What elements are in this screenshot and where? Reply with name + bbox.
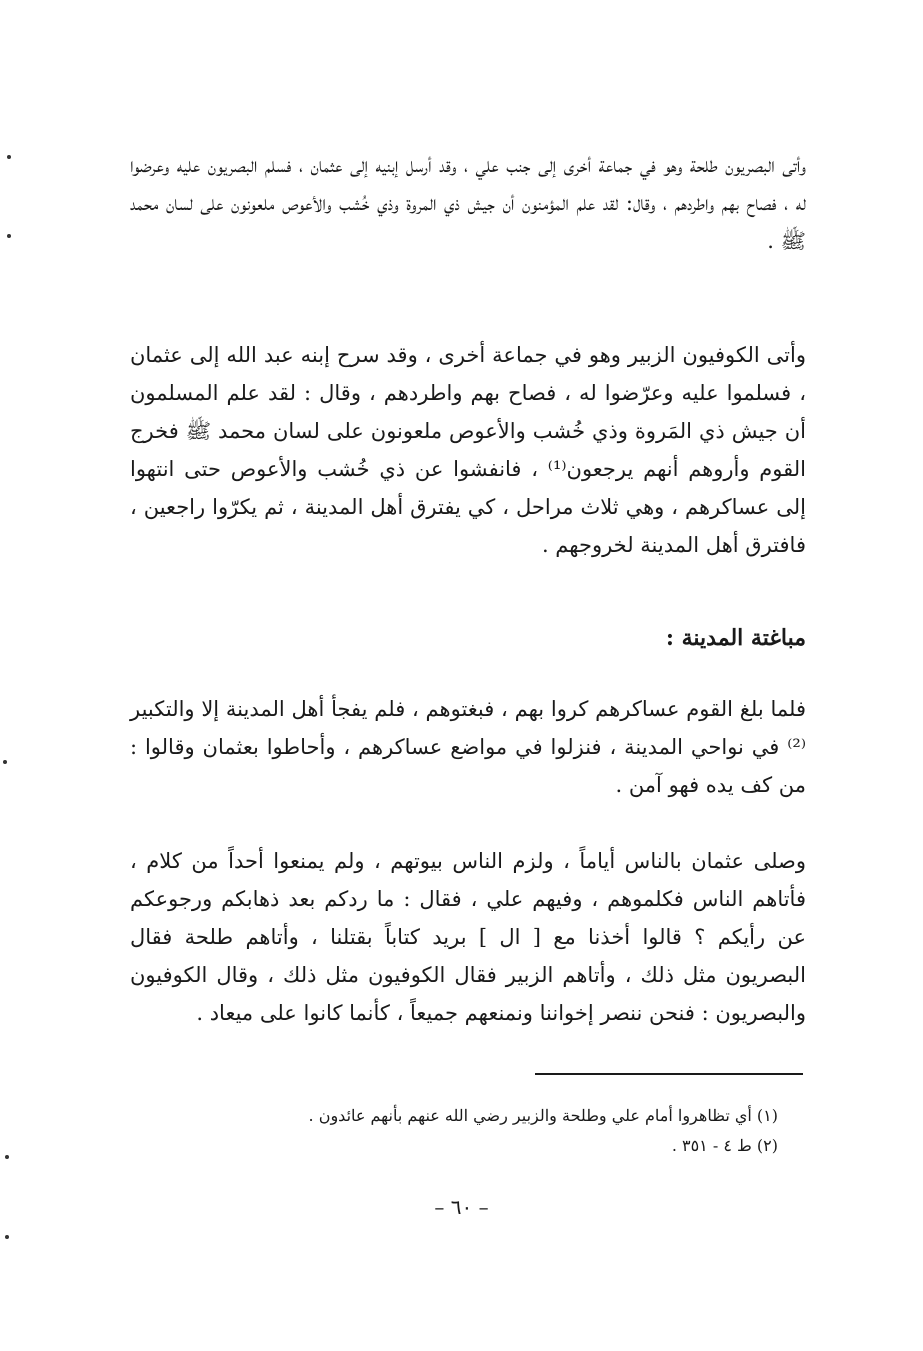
paragraph-talha: وأتى البصريون طلحة وهو في جماعة أخرى إلى جنب علي ، وقد أرسل إبنيه إلى عثمان ، فسلم البصريون عليه وعرضوا له ، فصاح بهم واطردهم ، وقال: لقد علم المؤمنون أن جيش ذي المروة وذي خُشب والأعوص ملعونون على لسان محمد ﷺ . [130, 153, 806, 253]
footnotes [230, 1101, 778, 1161]
margin-dot [3, 760, 7, 764]
margin-dot [5, 1155, 9, 1159]
footnote-1: (١) أي تظاهروا أمام علي وطلحة والزبير رضي الله عنهم بأنهم عائدون . [308, 1106, 778, 1125]
paragraph-uthman-prayer: وصلى عثمان بالناس أياماً ، ولزم الناس بيوتهم ، ولم يمنعوا أحداً من كلام ، فأتاهم الناس فكلموهم ، وفيهم علي ، فقال : ما ردكم بعد ذهابكم ورجوعكم عن رأيكم ؟ قالوا أخذنا مع [ ال ] بريد كتاباً بقتلنا ، وأتاهم طلحة فقال البصريون مثل ذلك ، وأتاهم الزبير فقال الكوفيون مثل ذلك ، وقال الكوفيون والبصريون : فنحن ننصر إخواننا ونمنعهم جميعاً ، كأنما كانوا على ميعاد . [130, 849, 806, 1025]
paragraph-zubayr: وأتى الكوفيون الزبير وهو في جماعة أخرى ، وقد سرح إبنه عبد الله إلى عثمان ، فسلموا عليه وعرّضوا له ، فصاح بهم واطردهم ، وقال : لقد علم المسلمون أن جيش ذي المَروة وذي خُشب والأعوص ملعونون على لسان محمد ﷺ فخرج القوم وأروهم أنهم يرجعون⁽¹⁾ ، فانفشوا عن ذي خُشب والأعوص حتى انتهوا إلى عساكرهم ، وهي ثلاث مراحل ، كي يفترق أهل المدينة ، ثم يكرّوا راجعين ، فافترق أهل المدينة لخروجهم . [130, 343, 806, 557]
footnote-divider [535, 1073, 803, 1075]
margin-dot [7, 234, 11, 238]
page-number: – ٦٠ – [434, 1195, 489, 1219]
section-heading: مباغتة المدينة : [665, 625, 806, 651]
footnote-2: (٢) ط ٤ - ٣٥١ . [671, 1136, 778, 1155]
margin-dot [5, 1235, 9, 1239]
margin-dot [7, 155, 11, 159]
paragraph-surprise: فلما بلغ القوم عساكرهم كروا بهم ، فبغتوهم ، فلم يفجأ أهل المدينة إلا والتكبير ⁽²⁾ في نواحي المدينة ، فنزلوا في مواضع عساكرهم ، وأحاطوا بعثمان وقالوا : من كف يده فهو آمن . [130, 697, 806, 797]
